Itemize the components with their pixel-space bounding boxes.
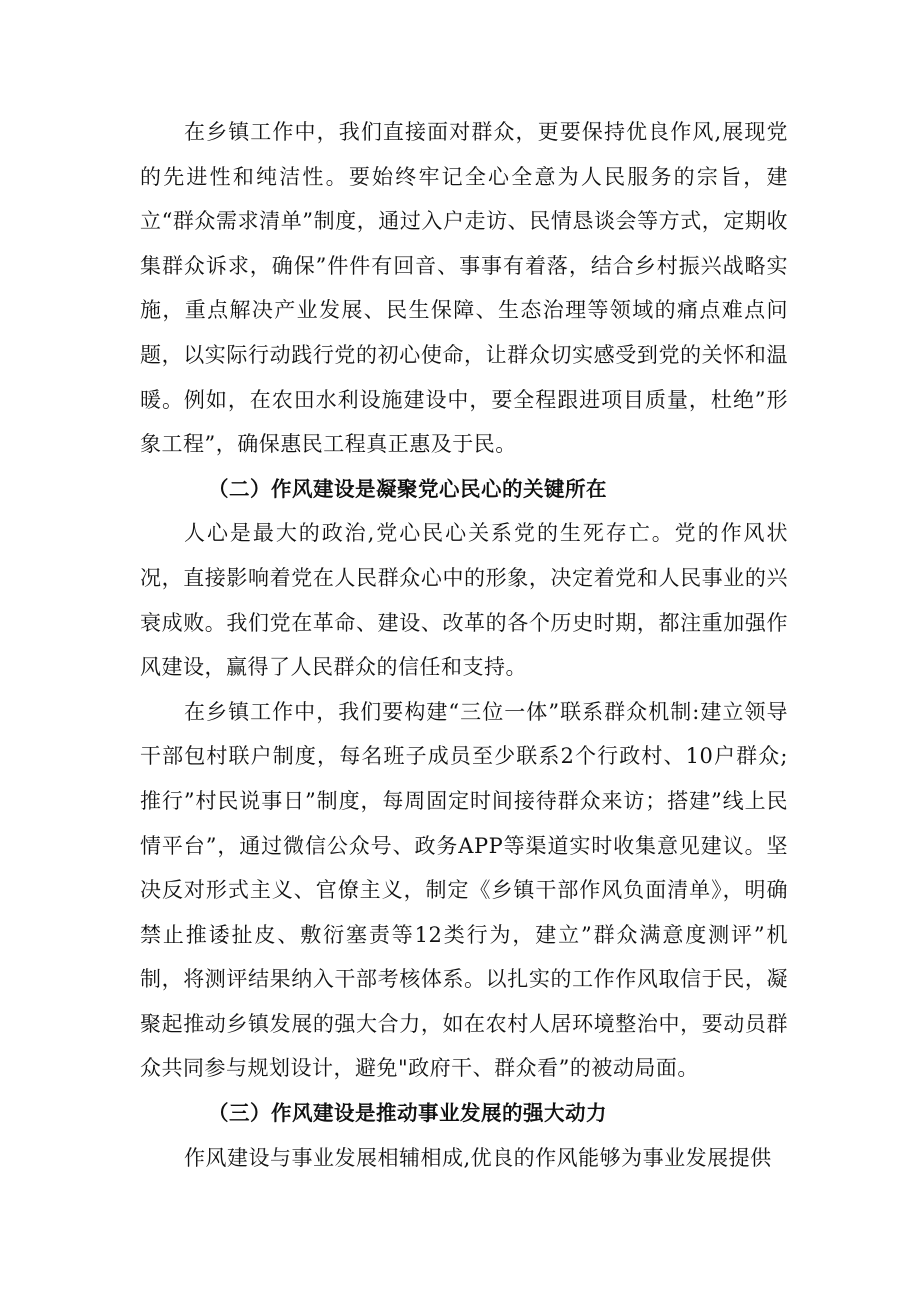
paragraph-career-development: 作风建设与事业发展相辅相成,优良的作风能够为事业发展提供 — [184, 1145, 772, 1170]
paragraph-party-people-hearts: 人心是最大的政治,党心民心关系党的生死存亡。党的作风状况，直接影响着党在人民群众心中的形象，决定着党和人民事业的兴衰成败。我们党在革命、建设、改革的各个历史时期，都注重加强作风建设，赢得了人民群众的信任和支持。 — [140, 521, 788, 680]
document-body — [140, 110, 788, 1180]
paragraph-mass-contact-mechanism: 在乡镇工作中，我们要构建“三位一体”联系群众机制:建立领导干部包村联户制度，每名班子成员至少联系2个行政村、10户群众;推行”村民说事日”制度，每周固定时间接待群众来访；搭建”线上民情平台”，通过微信公众号、政务APP等渠道实时收集意见建议。坚决反对形式主义、官僚主义，制定《乡镇干部作风负面清单》，明确禁止推诿扯皮、敷衍塞责等12类行为，建立”群众满意度测评”机制，将测评结果纳入干部考核体系。以扎实的工作作风取信于民，凝聚起推动乡镇发展的强大合力，如在农村人居环境整治中，要动员群众共同参与规划设计，避免"政府干、群众看”的被动局面。 — [140, 699, 788, 1081]
section-heading-3: （三）作风建设是推动事业发展的强大动力 — [208, 1101, 607, 1126]
section-heading-2: （二）作风建设是凝聚党心民心的关键所在 — [208, 476, 607, 501]
paragraph-rural-work-style: 在乡镇工作中，我们直接面对群众，更要保持优良作风,展现党的先进性和纯洁性。要始终牢记全心全意为人民服务的宗旨，建立“群众需求清单”制度，通过入户走访、民情恳谈会等方式，定期收集群众诉求，确保”件件有回音、事事有着落，结合乡村振兴战略实施，重点解决产业发展、民生保障、生态治理等领域的痛点难点问题，以实际行动践行党的初心使命，让群众切实感受到党的关怀和温暖。例如，在农田水利设施建设中，要全程跟进项目质量，杜绝”形象工程”，确保惠民工程真正惠及于民。 — [140, 120, 788, 457]
